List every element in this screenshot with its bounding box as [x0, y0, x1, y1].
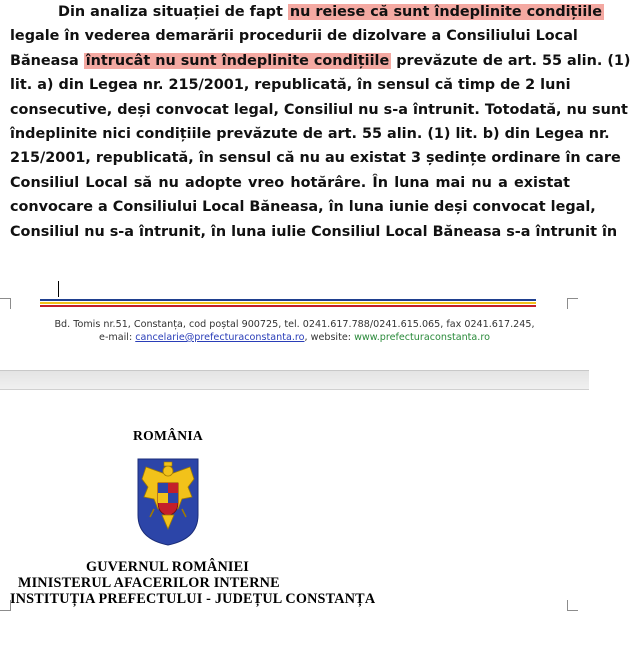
- coat-of-arms-icon: [134, 457, 202, 547]
- paragraph-line: [10, 220, 618, 244]
- paragraph-line: [10, 0, 602, 24]
- paragraph-line: [10, 122, 610, 146]
- footer-rule-red: [40, 305, 536, 307]
- letterhead-government: GUVERNUL ROMÂNIEI: [86, 559, 250, 575]
- letterhead-prefecture: INSTITUȚIA PREFECTULUI - JUDEȚUL CONSTANȚA: [10, 591, 376, 607]
- email-label: e-mail:: [99, 332, 136, 343]
- letterhead-country: ROMÂNIA: [132, 428, 204, 443]
- paragraph-line: [10, 24, 578, 48]
- line-text: legale în vederea demarării procedurii de dizolvare a Consiliului Local: [10, 28, 578, 45]
- crop-mark-top-right: [567, 298, 578, 309]
- footer-rule-blue: [40, 299, 536, 301]
- footer-contact: [0, 331, 589, 344]
- paragraph-line: [10, 171, 570, 195]
- paragraph-line: [10, 73, 570, 97]
- line-text: consecutive, deși convocat legal, Consiliul nu s-a întrunit. Totodată, nu sunt: [10, 101, 628, 118]
- line-text: convocare a Consiliului Local Băneasa, în luna iunie deși convocat legal,: [10, 199, 596, 216]
- website-link[interactable]: www.prefecturaconstanta.ro: [354, 332, 490, 343]
- footer-address: Bd. Tomis nr.51, Constanța, cod poștal 900725, tel. 0241.617.788/0241.615.065, fax 0241.617.245,: [54, 319, 535, 330]
- page-footer: [0, 318, 589, 344]
- line-text: îndeplinite nici condițiile prevăzute de art. 55 alin. (1) lit. b) din Legea nr.: [10, 125, 610, 142]
- crop-mark-top-left: [0, 298, 11, 309]
- letterhead-ministry: MINISTERUL AFACERILOR INTERNE: [18, 575, 280, 591]
- crop-mark-bottom-right: [567, 600, 578, 611]
- email-link[interactable]: cancelarie@prefecturaconstanta.ro: [135, 332, 305, 343]
- text-cursor: [58, 281, 59, 297]
- paragraph-line: [10, 98, 628, 122]
- highlighted-text: întrucât nu sunt îndeplinite condițiile: [85, 52, 390, 69]
- line-text: lit. a) din Legea nr. 215/2001, republicată, în sensul că timp de 2 luni: [10, 77, 571, 94]
- paragraph-line: [10, 49, 631, 73]
- letterhead-institution: [0, 559, 400, 607]
- line-text: Consiliul Local să nu adopte vreo hotărâre. În luna mai nu a existat: [10, 174, 570, 191]
- paragraph-line: [10, 146, 621, 170]
- footer-rule-yellow: [40, 302, 536, 304]
- document-page-2: [0, 391, 589, 651]
- body-paragraph[interactable]: [10, 0, 631, 244]
- line-text: prevăzute de art. 55 alin. (1): [391, 52, 631, 69]
- crop-mark-bottom-left: [0, 600, 11, 611]
- line-text: Din analiza situației de fapt: [58, 4, 288, 20]
- line-text: Băneasa: [10, 52, 84, 69]
- page-separator: [0, 370, 589, 390]
- paragraph-line: [10, 195, 596, 219]
- line-text: 215/2001, republicată, în sensul că nu au existat 3 ședințe ordinare în care: [10, 150, 621, 167]
- highlighted-text: nu reiese că sunt îndeplinite condițiile: [289, 4, 602, 20]
- line-text: Consiliul nu s-a întrunit, în luna iulie Consiliul Local Băneasa s-a întrunit în: [10, 223, 618, 240]
- website-label: , website:: [304, 332, 355, 343]
